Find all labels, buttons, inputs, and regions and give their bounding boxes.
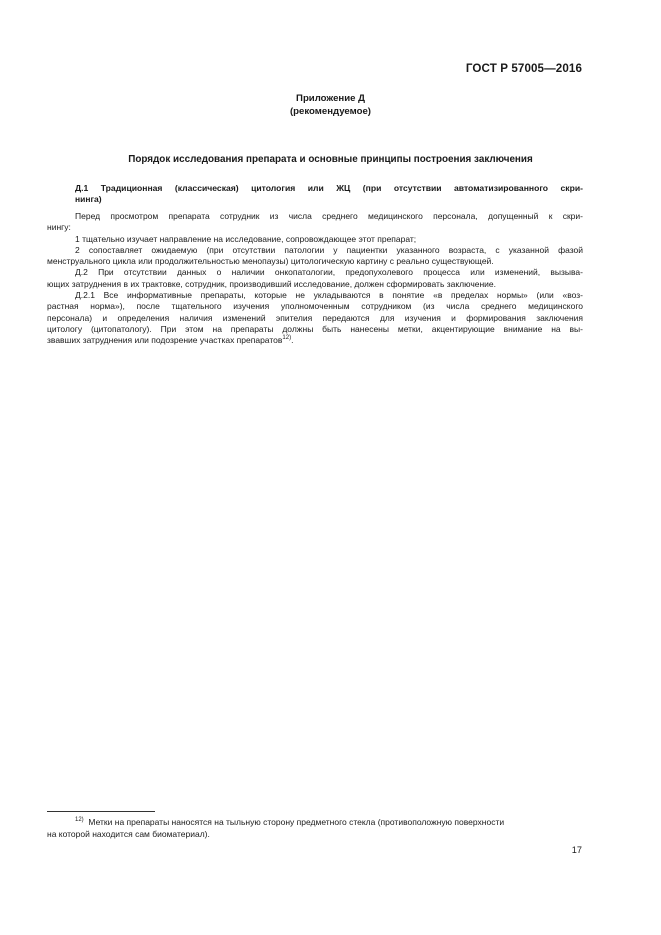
document-body bbox=[47, 211, 583, 347]
annex-subtitle: (рекомендуемое) bbox=[289, 105, 371, 117]
page-number: 17 bbox=[571, 845, 582, 855]
para-d21-line4: цитологу (цитопатологу). При этом на препараты должны быть нанесены метки, акцентирующие внимание на вы- bbox=[47, 323, 583, 334]
footnote-line2: на которой находится сам биоматериал). bbox=[47, 829, 210, 839]
footnote-mark: 12) bbox=[75, 817, 84, 823]
item-2-line1: 2 сопоставляет ожидаемую (при отсутствии патологии у пациентки указанного возраста, с указанной фазой bbox=[75, 244, 583, 255]
para-d21-line3: персонала) и определения наличия изменений эпителия передаются для изучения и формирования заключения bbox=[47, 312, 583, 323]
footnote-line1-text: Метки на препараты наносятся на тыльную сторону предметного стекла (противоположную поверхности bbox=[88, 817, 505, 827]
para-d21-end: . bbox=[291, 335, 294, 346]
document-code: ГОСТ Р 57005—2016 bbox=[465, 62, 582, 75]
annex-heading: Порядок исследования препарата и основные принципы построения заключения bbox=[128, 154, 533, 165]
para-d21-line5-text: звавших затруднения или подозрение участках препаратов bbox=[47, 335, 283, 346]
footnote-line1 bbox=[47, 816, 583, 828]
para-d21-line1: Д.2.1 Все информативные препараты, которые не укладываются в понятие «в пределах нормы» (или «воз- bbox=[75, 290, 583, 301]
intro-line1: Перед просмотром препарата сотрудник из числа среднего медицинского персонала, допущенный к скри- bbox=[75, 211, 583, 221]
para-d2-line1: Д.2 При отсутствии данных о наличии онкопатологии, предопухолевого процесса или изменений, вызыва- bbox=[75, 267, 583, 278]
annex-title: Приложение Д bbox=[296, 93, 365, 104]
section-d1-title-line1: Д.1 Традиционная (классическая) цитология или ЖЦ (при отсутствии автоматизированного скри- bbox=[75, 183, 583, 193]
para-d21-line2: растная норма»), после тщательного изучения уполномоченным сотрудником (из числа среднего медицинского bbox=[47, 301, 583, 312]
item-1: 1 тщательно изучает направление на исследование, сопровождающее этот препарат; bbox=[75, 233, 417, 244]
para-d2-line2: ющих затруднения в их трактовке, сотрудник, производивший исследование, должен сформировать заключение. bbox=[47, 278, 497, 289]
item-2-line2: менструального цикла или продолжительностью менопаузы) цитологическую картину с реально существующей. bbox=[47, 256, 494, 267]
footnote-reference: 12) bbox=[282, 335, 292, 342]
para-d21-line5 bbox=[47, 335, 583, 346]
annex-block bbox=[0, 93, 661, 118]
footnote bbox=[47, 816, 583, 840]
section-d1-title bbox=[75, 183, 583, 206]
section-d1-title-line2: нинга) bbox=[75, 194, 102, 205]
footnote-divider bbox=[47, 811, 155, 812]
intro-line2: нингу: bbox=[47, 222, 71, 233]
